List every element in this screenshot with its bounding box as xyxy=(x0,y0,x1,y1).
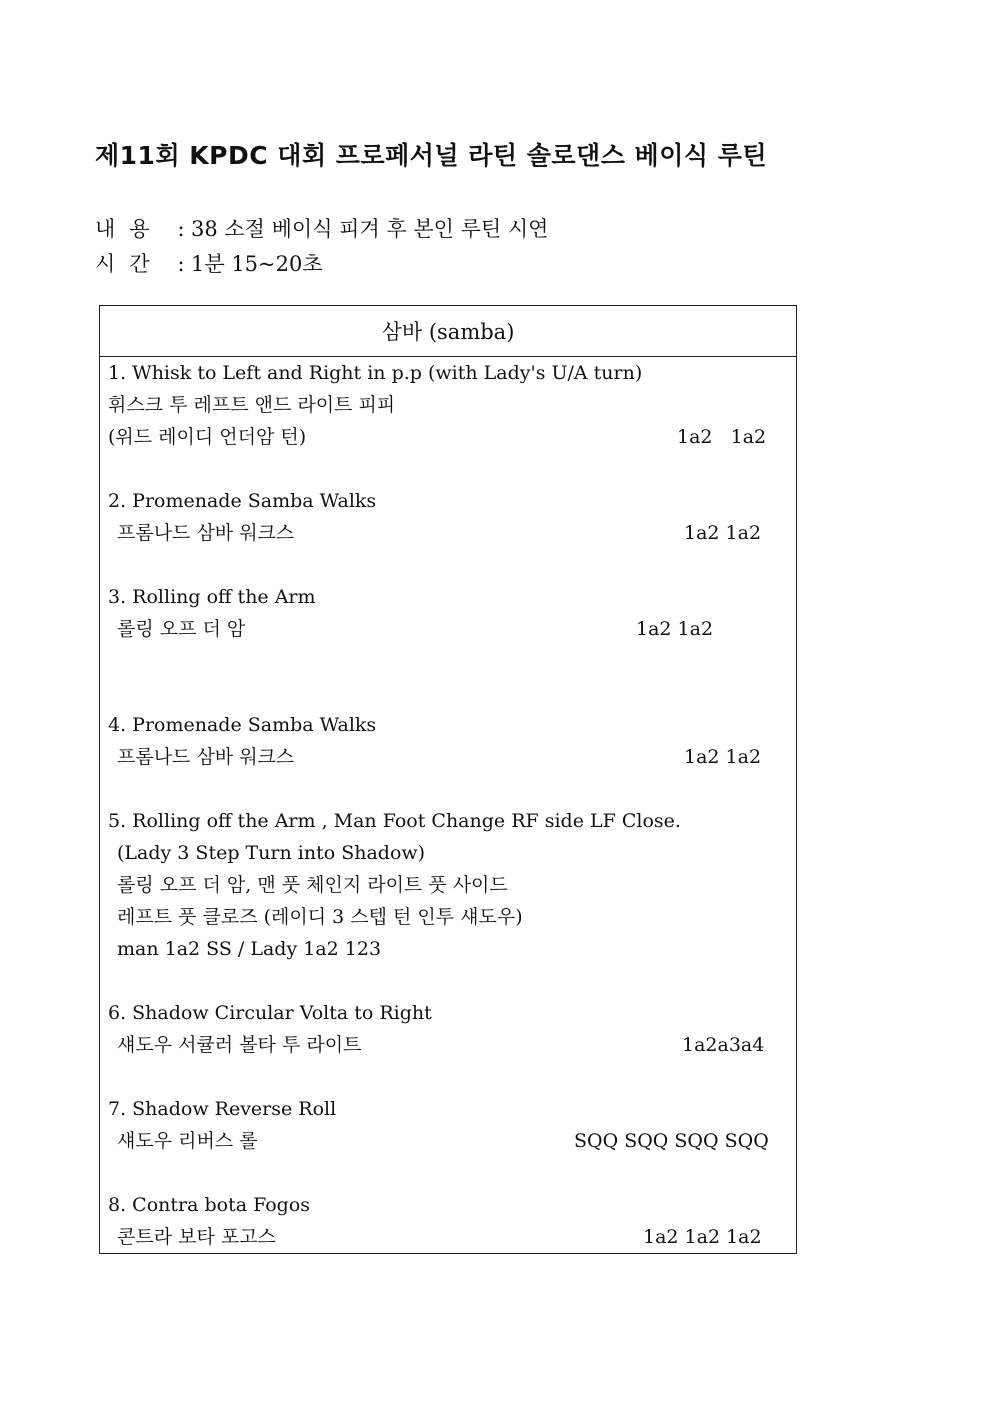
figure-5-korean: 롤링 오프 더 암, 맨 풋 체인지 라이트 풋 사이드 xyxy=(117,874,508,896)
figure-8-korean: 콘트라 보타 포고스 xyxy=(117,1226,276,1248)
info-separator: : xyxy=(177,252,185,276)
info-label-content: 내용 xyxy=(95,217,164,241)
figure-1-korean-note: (위드 레이디 언더암 턴) xyxy=(108,426,307,448)
document-title: 제11회 KPDC 대회 프로페서널 라틴 솔로댄스 베이식 루틴 xyxy=(95,141,768,170)
figure-7-title: 7. Shadow Reverse Roll xyxy=(108,1098,337,1120)
table-header: 삼바 (samba) xyxy=(100,306,796,357)
figure-7-korean: 섀도우 리버스 롤 xyxy=(117,1130,258,1152)
figure-1-korean: 휘스크 투 레프트 앤드 라이트 피피 xyxy=(108,394,396,416)
figure-1-count: 1a2 1a2 xyxy=(677,426,767,448)
figure-6-korean: 섀도우 서큘러 볼타 투 라이트 xyxy=(117,1034,362,1056)
figure-4-korean: 프롬나드 삼바 워크스 xyxy=(117,746,295,768)
figure-1-title: 1. Whisk to Left and Right in p.p (with Lady's U/A turn) xyxy=(108,362,643,384)
figure-5-title: 5. Rolling off the Arm , Man Foot Change RF side LF Close. xyxy=(108,810,681,832)
figure-5-lady-note: (Lady 3 Step Turn into Shadow) xyxy=(117,842,426,864)
info-label-time: 시간 xyxy=(95,252,164,276)
figure-8-count: 1a2 1a2 1a2 xyxy=(643,1226,762,1248)
figure-2-title: 2. Promenade Samba Walks xyxy=(108,490,377,512)
figure-3-count: 1a2 1a2 xyxy=(636,618,714,640)
figure-6-count: 1a2a3a4 xyxy=(682,1034,765,1056)
figure-4-count: 1a2 1a2 xyxy=(684,746,762,768)
info-time-row xyxy=(95,248,323,278)
figure-7-count: SQQ SQQ SQQ SQQ xyxy=(574,1130,769,1152)
figure-5-korean-cont: 레프트 풋 클로즈 (레이디 3 스텝 턴 인투 섀도우) xyxy=(117,906,523,928)
figure-8-title: 8. Contra bota Fogos xyxy=(108,1194,311,1216)
figure-4-title: 4. Promenade Samba Walks xyxy=(108,714,377,736)
info-separator: : xyxy=(177,217,185,241)
info-value-time: 1분 15~20초 xyxy=(191,252,323,276)
info-value-content: 38 소절 베이식 피겨 후 본인 루틴 시연 xyxy=(191,217,549,241)
info-content-row xyxy=(95,213,548,243)
figure-2-count: 1a2 1a2 xyxy=(684,522,762,544)
figure-6-title: 6. Shadow Circular Volta to Right xyxy=(108,1002,432,1024)
figure-5-counts: man 1a2 SS / Lady 1a2 123 xyxy=(117,938,382,960)
figure-3-korean: 롤링 오프 더 암 xyxy=(117,618,246,640)
figure-2-korean: 프롬나드 삼바 워크스 xyxy=(117,522,295,544)
figure-3-title: 3. Rolling off the Arm xyxy=(108,586,316,608)
routine-table xyxy=(99,305,797,1254)
